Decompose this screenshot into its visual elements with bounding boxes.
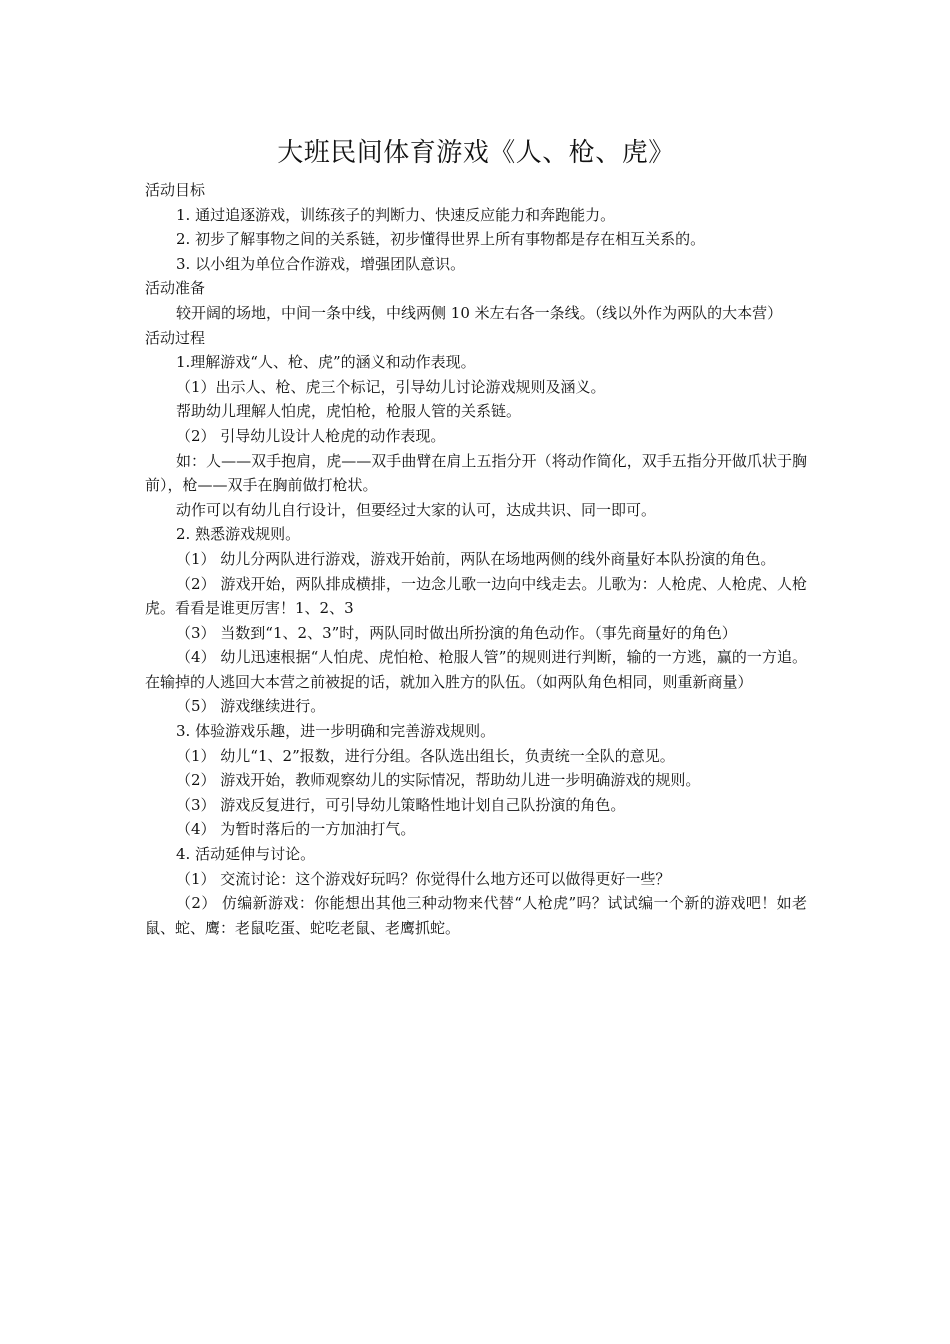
paragraph: （4） 为暂时落后的一方加油打气。 (176, 820, 416, 839)
paragraph: 2. 熟悉游戏规则。 (176, 525, 301, 544)
paragraph: 2. 初步了解事物之间的关系链，初步懂得世界上所有事物都是存在相互关系的。 (176, 230, 706, 249)
paragraph: 3. 体验游戏乐趣，进一步明确和完善游戏规则。 (176, 722, 496, 741)
paragraph: 较开阔的场地，中间一条中线，中线两侧 10 米左右各一条线。（线以外作为两队的大本营） (176, 303, 783, 322)
paragraph: 如：人——双手抱肩，虎——双手曲臂在肩上五指分开（将动作简化，双手五指分开做爪状于胸前），枪——双手在胸前做打枪状。 (145, 451, 807, 495)
paragraph: （2） 引导幼儿设计人枪虎的动作表现。 (176, 426, 446, 445)
paragraph: 动作可以有幼儿自行设计，但要经过大家的认可，达成共识、同一即可。 (176, 500, 657, 519)
paragraph: 1. 通过追逐游戏，训练孩子的判断力、快速反应能力和奔跑能力。 (176, 205, 616, 224)
paragraph: （2） 仿编新游戏：你能想出其他三种动物来代替“人枪虎”吗？试试编一个新的游戏吧！如老鼠、蛇、鹰：老鼠吃蛋、蛇吃老鼠、老鹰抓蛇。 (145, 894, 807, 937)
paragraph: （1）出示人、枪、虎三个标记，引导幼儿讨论游戏规则及涵义。 (176, 377, 606, 396)
paragraph: 1.理解游戏“人、枪、虎”的涵义和动作表现。 (176, 353, 476, 372)
paragraph: （5） 游戏继续进行。 (176, 697, 326, 716)
paragraph: （2） 游戏开始，两队排成横排，一边念儿歌一边向中线走去。儿歌为：人枪虎、人枪虎、人枪虎。看看是谁更厉害！1、2、3 (145, 574, 807, 618)
section-heading-goals: 活动目标 (145, 181, 206, 199)
paragraph: （2） 游戏开始，教师观察幼儿的实际情况，帮助幼儿进一步明确游戏的规则。 (176, 771, 701, 790)
paragraph: （4） 幼儿迅速根据“人怕虎、虎怕枪、枪服人管”的规则进行判断，输的一方逃，赢的一方追。在输掉的人逃回大本营之前被捉的话，就加入胜方的队伍。（如两队角色相同，则重新商量） (145, 648, 807, 691)
paragraph: 4. 活动延伸与讨论。 (176, 845, 316, 864)
document-title: 大班民间体育游戏《人、枪、虎》 (277, 138, 675, 168)
section-heading-process: 活动过程 (145, 328, 206, 347)
document-body (145, 134, 807, 940)
paragraph-list (145, 178, 807, 940)
paragraph: （1） 幼儿“1、2”报数，进行分组。各队选出组长，负责统一全队的意见。 (176, 746, 675, 765)
paragraph: （1） 交流讨论：这个游戏好玩吗？你觉得什么地方还可以做得更好一些？ (176, 869, 671, 888)
paragraph: 3. 以小组为单位合作游戏，增强团队意识。 (176, 254, 466, 273)
paragraph: 帮助幼儿理解人怕虎，虎怕枪，枪服人管的关系链。 (176, 402, 522, 421)
paragraph: （3） 游戏反复进行，可引导幼儿策略性地计划自己队扮演的角色。 (176, 795, 626, 814)
section-heading-preparation: 活动准备 (145, 279, 206, 298)
paragraph: （3） 当数到“1、2、3”时，两队同时做出所扮演的角色动作。（事先商量好的角色） (176, 623, 737, 642)
paragraph: （1） 幼儿分两队进行游戏，游戏开始前，两队在场地两侧的线外商量好本队扮演的角色。 (176, 549, 776, 568)
